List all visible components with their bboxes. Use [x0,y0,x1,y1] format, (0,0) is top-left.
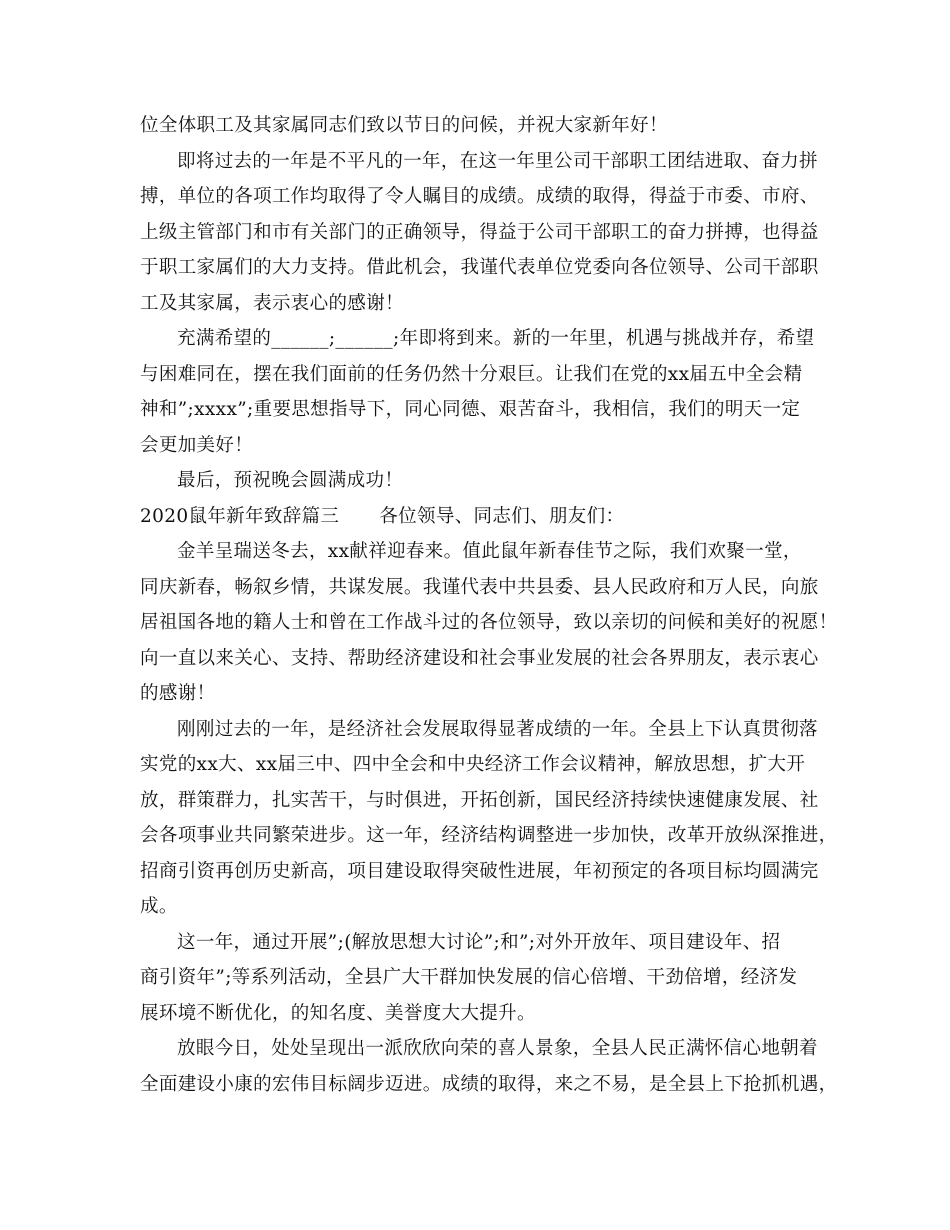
section-title: 2020鼠年新年致辞篇三 [140,505,340,527]
text-line: 的感谢！ [140,683,216,704]
text-line: 向一直以来关心、支持、帮助经济建设和社会事业发展的社会各界朋友，表示衷心 [140,647,819,669]
text-line: 最后，预祝晚会圆满成功！ [177,470,404,491]
text-line: 同庆新春，畅叙乡情，共谋发展。我谨代表中共县委、县人民政府和万人民，向旅 [140,576,819,598]
text-line: 即将过去的一年是不平凡的一年，在这一年里公司干部职工团结进取、奋力拼 [177,150,818,172]
text-line: 放，群策群力，扎实苦干，与时俱进，开拓创新，国民经济持续快速健康发展、社 [140,789,819,811]
text-line: 与困难同在，摆在我们面前的任务仍然十分艰巨。让我们在党的xx届五中全会精 [140,363,803,385]
text-line: 展环境不断优化，的知名度、美誉度大大提升。 [140,1002,536,1024]
text-line: 搏，单位的各项工作均取得了令人瞩目的成绩。成绩的取得，得益于市委、市府、 [140,186,819,207]
document-body-part-1 [140,108,825,499]
text-line: 放眼今日，处处呈现出一派欣欣向荣的喜人景象，全县人民正满怀信心地朝着 [177,1038,818,1059]
text-line: 会各项事业共同繁荣进步。这一年，经济结构调整进一步加快，改革开放纵深推进， [140,825,838,846]
text-line: 实党的xx大、xx届三中、四中全会和中央经济工作会议精神，解放思想，扩大开 [140,754,806,775]
text-line: 工及其家属，表示衷心的感谢！ [140,292,404,314]
text-line: 招商引资再创历史新高，项目建设取得突破性进展，年初预定的各项目标均圆满完 [140,860,819,882]
text-line: 位全体职工及其家属同志们致以节日的问候，并祝大家新年好！ [140,115,668,136]
text-line: 成。 [140,896,178,917]
document-body-part-2 [140,534,838,1102]
section-salutation: 各位领导、同志们、朋友们： [379,505,625,527]
text-line: 会更加美好！ [140,434,254,456]
text-line: 全面建设小康的宏伟目标阔步迈进。成绩的取得，来之不易，是全县上下抢抓机遇， [140,1073,838,1095]
section-heading [140,499,825,535]
text-line: 充满希望的______;______;年即将到来。新的一年里，机遇与挑战并存，希望 [177,328,815,349]
text-line: 金羊呈瑞送冬去，xx献祥迎春来。值此鼠年新春佳节之际，我们欢聚一堂， [177,541,802,562]
text-line: 神和”;xxxx”;重要思想指导下，同心同德、艰苦奋斗，我相信，我们的明天一定 [140,399,801,420]
text-line: 这一年，通过开展”;(解放思想大讨论”;和”;对外开放年、项目建设年、招 [177,931,781,953]
text-line: 刚刚过去的一年，是经济社会发展取得显著成绩的一年。全县上下认真贯彻落 [177,718,818,740]
text-line: 商引资年”;等系列活动，全县广大干群加快发展的信心倍增、干劲倍增，经济发 [140,967,798,988]
text-line: 居祖国各地的籍人士和曾在工作战斗过的各位领导，致以亲切的问候和美好的祝愿！ [140,612,838,633]
text-line: 上级主管部门和市有关部门的正确领导，得益于公司干部职工的奋力拼搏，也得益 [140,221,819,243]
text-line: 于职工家属们的大力支持。借此机会，我谨代表单位党委向各位领导、公司干部职 [140,257,819,278]
